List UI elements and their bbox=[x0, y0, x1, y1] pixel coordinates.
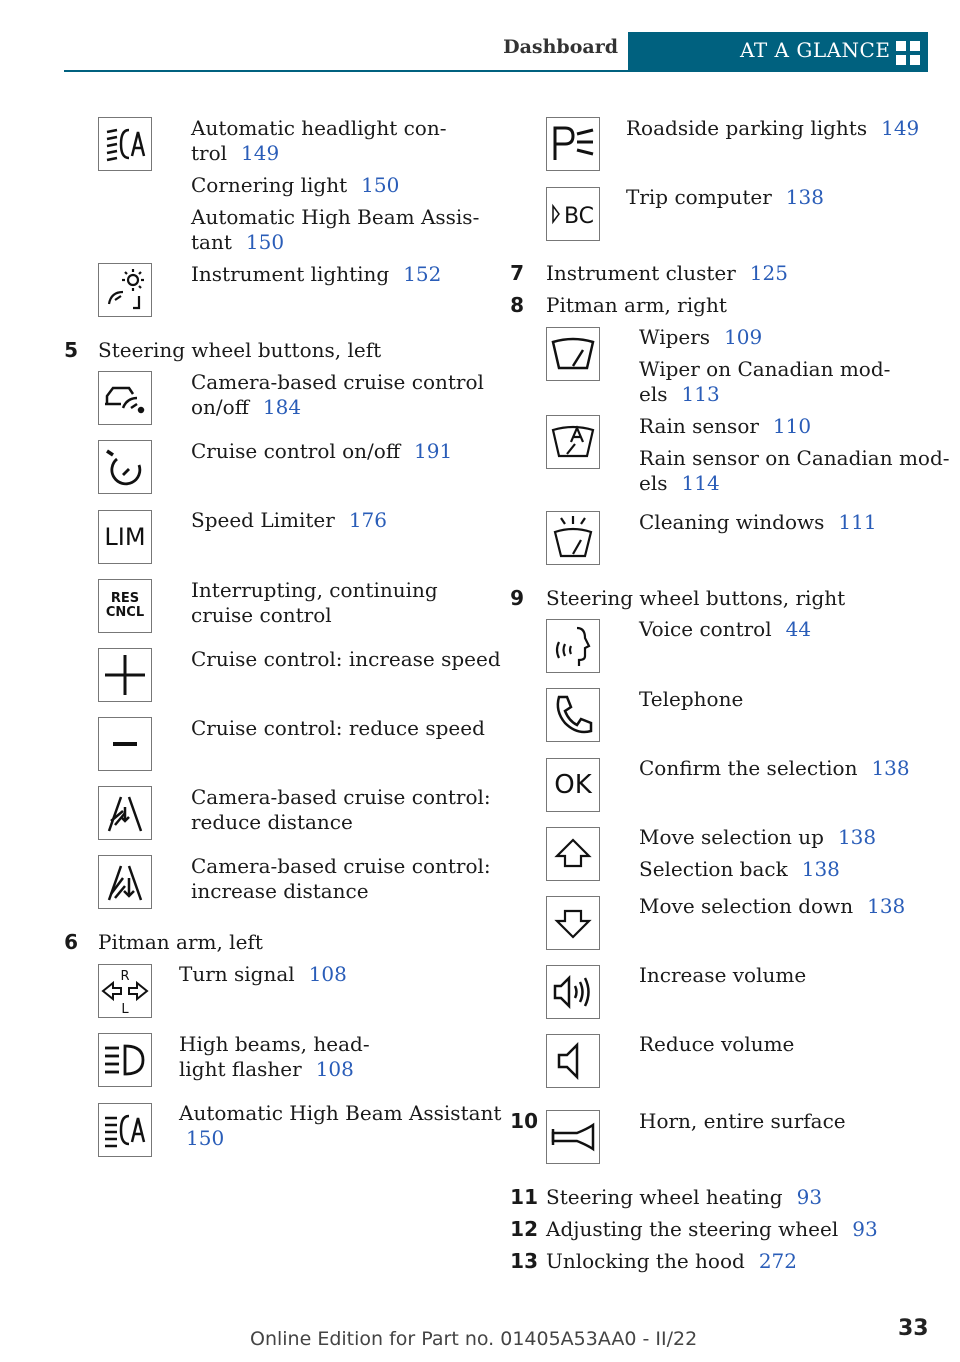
item-number: 13 bbox=[510, 1249, 538, 1273]
entry-cornering-light: Cornering light 150 bbox=[191, 173, 400, 197]
camera-cruise-icon bbox=[98, 371, 152, 425]
entry-camera-cruise-cont: on/off 184 bbox=[191, 395, 302, 419]
entry-auto-headlight-cont: trol 149 bbox=[191, 141, 280, 165]
page-ref[interactable]: 138 bbox=[837, 825, 877, 849]
item-number: 10 bbox=[510, 1109, 538, 1133]
entry-high-beams-cont: light flasher 108 bbox=[179, 1057, 354, 1081]
minus-icon bbox=[98, 717, 152, 771]
entry-selection-back: Selection back 138 bbox=[639, 857, 840, 881]
item-number: 6 bbox=[64, 930, 78, 954]
entry-horn: Horn, entire surface bbox=[639, 1109, 846, 1133]
parking-lights-icon bbox=[546, 117, 600, 171]
entry-voice-control: Voice control 44 bbox=[639, 617, 812, 641]
page-ref[interactable]: 109 bbox=[724, 325, 763, 349]
section-wheel-heating: Steering wheel heating 93 bbox=[546, 1185, 823, 1209]
page-number: 33 bbox=[898, 1316, 929, 1341]
plus-icon bbox=[98, 648, 152, 702]
page-ref[interactable]: 176 bbox=[348, 508, 387, 532]
entry-cleaning-windows: Cleaning windows 111 bbox=[639, 510, 877, 534]
page-ref[interactable]: 113 bbox=[681, 382, 720, 406]
item-number: 12 bbox=[510, 1217, 538, 1241]
page-ref[interactable]: 108 bbox=[315, 1057, 354, 1081]
arrow-up-icon bbox=[546, 827, 600, 881]
section-steering-left: Steering wheel buttons, left bbox=[98, 338, 382, 362]
item-number: 9 bbox=[510, 586, 524, 610]
entry-cruise-control: Cruise control on/off 191 bbox=[191, 439, 453, 463]
entry-increase-distance-cont: increase distance bbox=[191, 879, 369, 903]
svg-text:L: L bbox=[121, 1002, 129, 1017]
entry-turn-signal: Turn signal 108 bbox=[179, 962, 347, 986]
page-ref[interactable]: 191 bbox=[414, 439, 453, 463]
instrument-lighting-icon bbox=[98, 263, 152, 317]
reduce-distance-icon bbox=[98, 786, 152, 840]
entry-ahba-2-cont bbox=[172, 1126, 224, 1151]
entry-high-beams: High beams, head- bbox=[179, 1032, 370, 1056]
trip-computer-icon bbox=[546, 187, 600, 241]
entry-wiper-canadian-cont: els 113 bbox=[639, 382, 720, 406]
section-steering-right: Steering wheel buttons, right bbox=[546, 586, 846, 610]
svg-text:R: R bbox=[120, 969, 130, 984]
rain-sensor-icon bbox=[546, 415, 600, 469]
page-ref[interactable]: 93 bbox=[852, 1217, 878, 1241]
page-ref[interactable]: 138 bbox=[785, 185, 824, 209]
header-chapter-box bbox=[628, 32, 928, 72]
cleaning-windows-icon bbox=[546, 511, 600, 565]
entry-auto-headlight: Automatic headlight con- bbox=[191, 116, 447, 140]
turn-signal-icon bbox=[98, 964, 152, 1018]
wiper-icon bbox=[546, 327, 600, 381]
auto-headlight-icon bbox=[98, 117, 152, 171]
auto-high-beam-icon bbox=[98, 1103, 152, 1157]
section-unlock-hood: Unlocking the hood 272 bbox=[546, 1249, 797, 1273]
entry-rain-canadian-cont: els 114 bbox=[639, 471, 720, 495]
entry-rain-sensor: Rain sensor 110 bbox=[639, 414, 812, 438]
entry-reduce-volume: Reduce volume bbox=[639, 1032, 795, 1056]
item-number: 7 bbox=[510, 261, 524, 285]
increase-distance-icon bbox=[98, 855, 152, 909]
trip-computer-label: BC bbox=[563, 204, 595, 229]
page-ref[interactable]: 152 bbox=[403, 262, 442, 286]
page-ref[interactable]: 111 bbox=[838, 510, 877, 534]
horn-icon bbox=[546, 1110, 600, 1164]
cruise-control-icon bbox=[98, 440, 152, 494]
entry-confirm-selection: Confirm the selection 138 bbox=[639, 756, 910, 780]
entry-wiper-canadian: Wiper on Canadian mod- bbox=[639, 357, 891, 381]
entry-rain-canadian: Rain sensor on Canadian mod- bbox=[639, 446, 950, 470]
page-ref[interactable]: 150 bbox=[186, 1126, 225, 1150]
entry-increase-speed: Cruise control: increase speed bbox=[191, 647, 501, 671]
section-pitman-right: Pitman arm, right bbox=[546, 293, 727, 317]
header-rule bbox=[64, 70, 928, 72]
header-chapter-title: AT A GLANCE bbox=[740, 38, 891, 62]
page-ref[interactable]: 138 bbox=[871, 756, 910, 780]
entry-telephone: Telephone bbox=[639, 687, 744, 711]
volume-up-icon bbox=[546, 965, 600, 1019]
entry-reduce-speed: Cruise control: reduce speed bbox=[191, 716, 485, 740]
item-number: 8 bbox=[510, 293, 524, 317]
entry-ahba-cont: tant 150 bbox=[191, 230, 285, 254]
entry-instrument-lighting: Instrument lighting 152 bbox=[191, 262, 442, 286]
entry-ahba: Automatic High Beam Assis- bbox=[191, 205, 480, 229]
arrow-down-icon bbox=[546, 896, 600, 950]
entry-move-down: Move selection down 138 bbox=[639, 894, 906, 918]
item-number: 11 bbox=[510, 1185, 538, 1209]
page-ref[interactable]: 150 bbox=[361, 173, 400, 197]
entry-res-cncl-cont: cruise control bbox=[191, 603, 332, 627]
page-ref[interactable]: 44 bbox=[785, 617, 812, 641]
voice-control-icon bbox=[546, 619, 600, 673]
grid-icon bbox=[896, 41, 920, 65]
entry-move-up: Move selection up 138 bbox=[639, 825, 877, 849]
page-ref[interactable]: 149 bbox=[881, 116, 920, 140]
page-ref[interactable]: 108 bbox=[308, 962, 347, 986]
entry-res-cncl: Interrupting, continuing bbox=[191, 578, 438, 602]
res-cncl-icon: RES CNCL bbox=[98, 579, 152, 633]
header-section-title: Dashboard bbox=[503, 36, 618, 58]
page-ref[interactable]: 150 bbox=[245, 230, 285, 254]
page-ref[interactable]: 138 bbox=[801, 857, 840, 881]
item-number: 5 bbox=[64, 338, 78, 362]
page-ref[interactable]: 149 bbox=[241, 141, 280, 165]
page-ref[interactable]: 138 bbox=[867, 894, 906, 918]
entry-trip-computer: Trip computer 138 bbox=[626, 185, 824, 209]
section-instrument-cluster: Instrument cluster 125 bbox=[546, 261, 788, 285]
entry-reduce-distance: Camera-based cruise control: bbox=[191, 785, 491, 809]
entry-increase-distance: Camera-based cruise control: bbox=[191, 854, 491, 878]
entry-ahba-2: Automatic High Beam Assistant bbox=[179, 1101, 502, 1125]
entry-camera-cruise: Camera-based cruise control bbox=[191, 370, 484, 394]
page-ref[interactable]: 114 bbox=[681, 471, 720, 495]
entry-increase-volume: Increase volume bbox=[639, 963, 807, 987]
entry-parking-lights: Roadside parking lights 149 bbox=[626, 116, 920, 140]
entry-speed-limiter: Speed Limiter 176 bbox=[191, 508, 387, 532]
telephone-icon bbox=[546, 688, 600, 742]
high-beam-icon bbox=[98, 1033, 152, 1087]
volume-down-icon bbox=[546, 1034, 600, 1088]
entry-reduce-distance-cont: reduce distance bbox=[191, 810, 353, 834]
footer-edition: Online Edition for Part no. 01405A53AA0 - II/22 bbox=[250, 1328, 698, 1350]
section-pitman-left: Pitman arm, left bbox=[98, 930, 263, 954]
page-ref[interactable]: 125 bbox=[749, 261, 788, 285]
speed-limiter-icon: LIM bbox=[98, 510, 152, 564]
ok-icon: OK bbox=[546, 758, 600, 812]
page-ref[interactable]: 110 bbox=[772, 414, 812, 438]
entry-wipers: Wipers 109 bbox=[639, 325, 763, 349]
section-adjust-wheel: Adjusting the steering wheel 93 bbox=[546, 1217, 878, 1241]
page-ref[interactable]: 272 bbox=[758, 1249, 797, 1273]
page-ref[interactable]: 93 bbox=[796, 1185, 823, 1209]
page-ref[interactable]: 184 bbox=[262, 395, 302, 419]
